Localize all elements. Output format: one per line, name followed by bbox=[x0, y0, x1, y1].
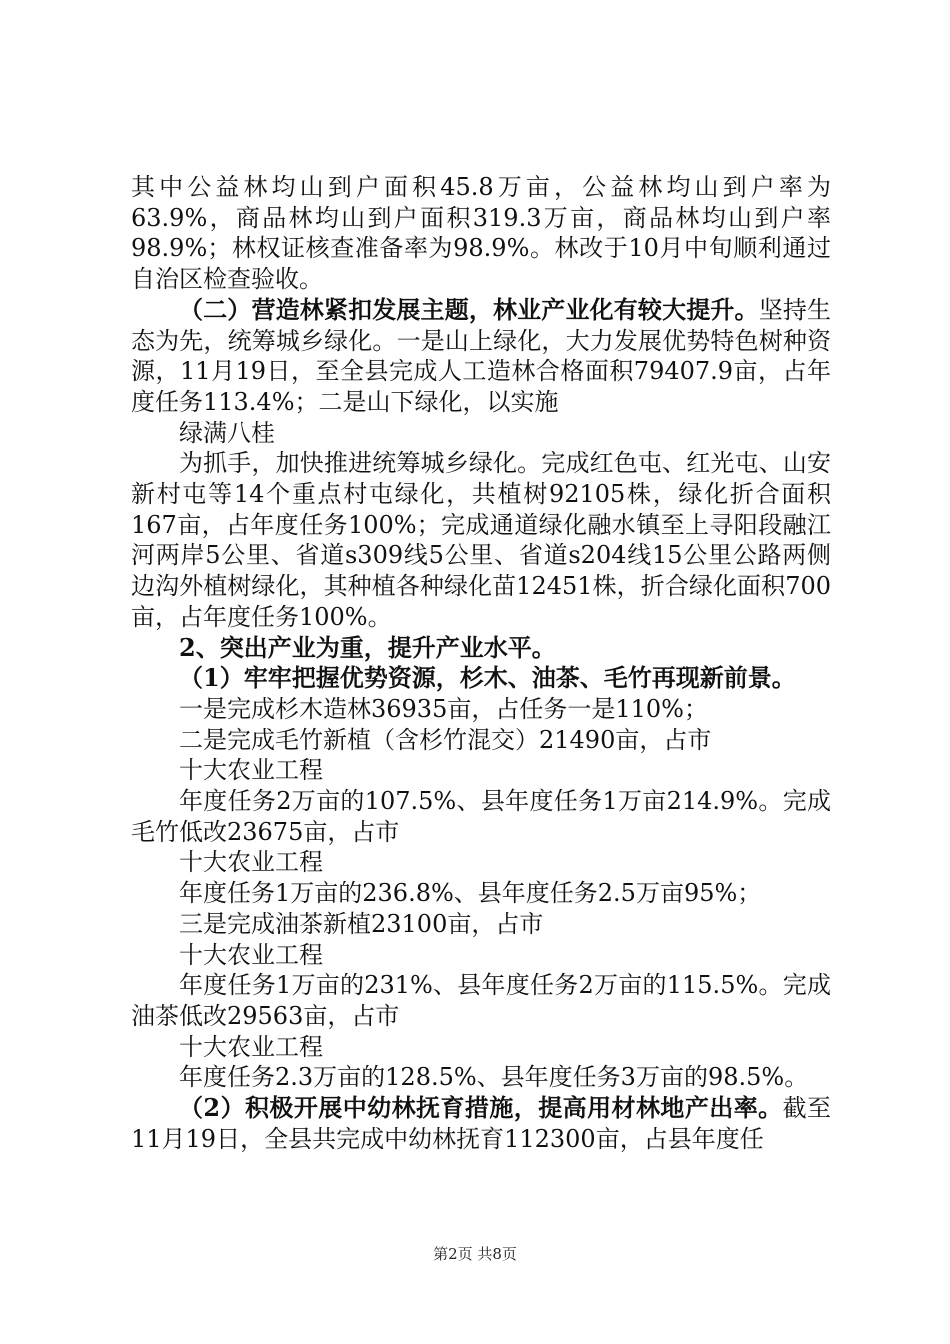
paragraph-10 bbox=[131, 786, 831, 847]
paragraph-text: 二是完成毛竹新植（含杉竹混交）21490亩，占市 bbox=[179, 725, 712, 754]
paragraph-7 bbox=[131, 694, 831, 725]
paragraph-heading: （二）营造林紧扣发展主题，林业产业化有较大提升。 bbox=[179, 294, 759, 324]
paragraph-text: 其中公益林均山到户面积45.8万亩，公益林均山到户率为63.9%，商品林均山到户面积319.3万亩，商品林均山到户率98.9%；林权证核查准备率为98.9%。林改于10月中旬顺利通过自治区检查验收。 bbox=[131, 173, 831, 294]
paragraph-8 bbox=[131, 725, 831, 756]
paragraph-4 bbox=[131, 448, 831, 632]
paragraph-text: 为抓手，加快推进统筹城乡绿化。完成红色屯、红光屯、山安新村屯等14个重点村屯绿化，共植树92105株，绿化折合面积167亩，占年度任务100%；完成通道绿化融水镇至上寻阳段融江河两岸5公里、省道s309线5公里、省道s204线15公里公路两侧边沟外植树绿化，其种植各种绿化苗12451株，折合绿化面积700亩，占年度任务100%。 bbox=[131, 449, 831, 631]
paragraph-text: 截至11月19日，全县共完成中幼林抚育112300亩，占县年度任 bbox=[131, 1094, 831, 1153]
paragraph-text: 十大农业工程 bbox=[179, 1032, 323, 1061]
paragraph-6 bbox=[131, 663, 831, 694]
page-number-footer: 第2页 共8页 bbox=[433, 1245, 517, 1263]
paragraph-12 bbox=[131, 878, 831, 909]
paragraph-text: 绿满八桂 bbox=[179, 418, 275, 447]
document-body bbox=[131, 172, 831, 1155]
section-heading: 2、突出产业为重，提升产业水平。 bbox=[179, 632, 556, 662]
paragraph-heading: （2）积极开展中幼林抚育措施，提高用材林地产出率。 bbox=[179, 1093, 783, 1123]
paragraph-5 bbox=[131, 633, 831, 664]
paragraph-13 bbox=[131, 909, 831, 940]
paragraph-2 bbox=[131, 295, 831, 418]
paragraph-text: 年度任务2.3万亩的128.5%、县年度任务3万亩的98.5%。 bbox=[179, 1063, 809, 1092]
paragraph-14 bbox=[131, 940, 831, 971]
paragraph-text: 年度任务1万亩的231%、县年度任务2万亩的115.5%。完成油茶低改29563亩，占市 bbox=[131, 971, 831, 1030]
paragraph-15 bbox=[131, 970, 831, 1031]
paragraph-1 bbox=[131, 172, 831, 295]
paragraph-9 bbox=[131, 755, 831, 786]
paragraph-text: 年度任务2万亩的107.5%、县年度任务1万亩214.9%。完成毛竹低改23675亩，占市 bbox=[131, 787, 831, 846]
paragraph-text: 三是完成油茶新植23100亩，占市 bbox=[179, 909, 544, 938]
paragraph-16 bbox=[131, 1032, 831, 1063]
paragraph-text: 十大农业工程 bbox=[179, 848, 323, 877]
paragraph-text: 十大农业工程 bbox=[179, 756, 323, 785]
section-heading: （1）牢牢把握优势资源，杉木、油茶、毛竹再现新前景。 bbox=[179, 663, 796, 693]
paragraph-text: 年度任务1万亩的236.8%、县年度任务2.5万亩95%； bbox=[179, 879, 762, 908]
paragraph-11 bbox=[131, 847, 831, 878]
paragraph-17 bbox=[131, 1062, 831, 1093]
paragraph-18 bbox=[131, 1093, 831, 1154]
paragraph-text: 十大农业工程 bbox=[179, 940, 323, 969]
paragraph-text: 一是完成杉木造林36935亩，占任务一是110%； bbox=[179, 694, 708, 723]
paragraph-3 bbox=[131, 418, 831, 449]
paragraph-text: 坚持生态为先，统筹城乡绿化。一是山上绿化，大力发展优势特色树种资源，11月19日，至全县完成人工造林合格面积79407.9亩，占年度任务113.4%；二是山下绿化，以实施 bbox=[131, 295, 832, 416]
